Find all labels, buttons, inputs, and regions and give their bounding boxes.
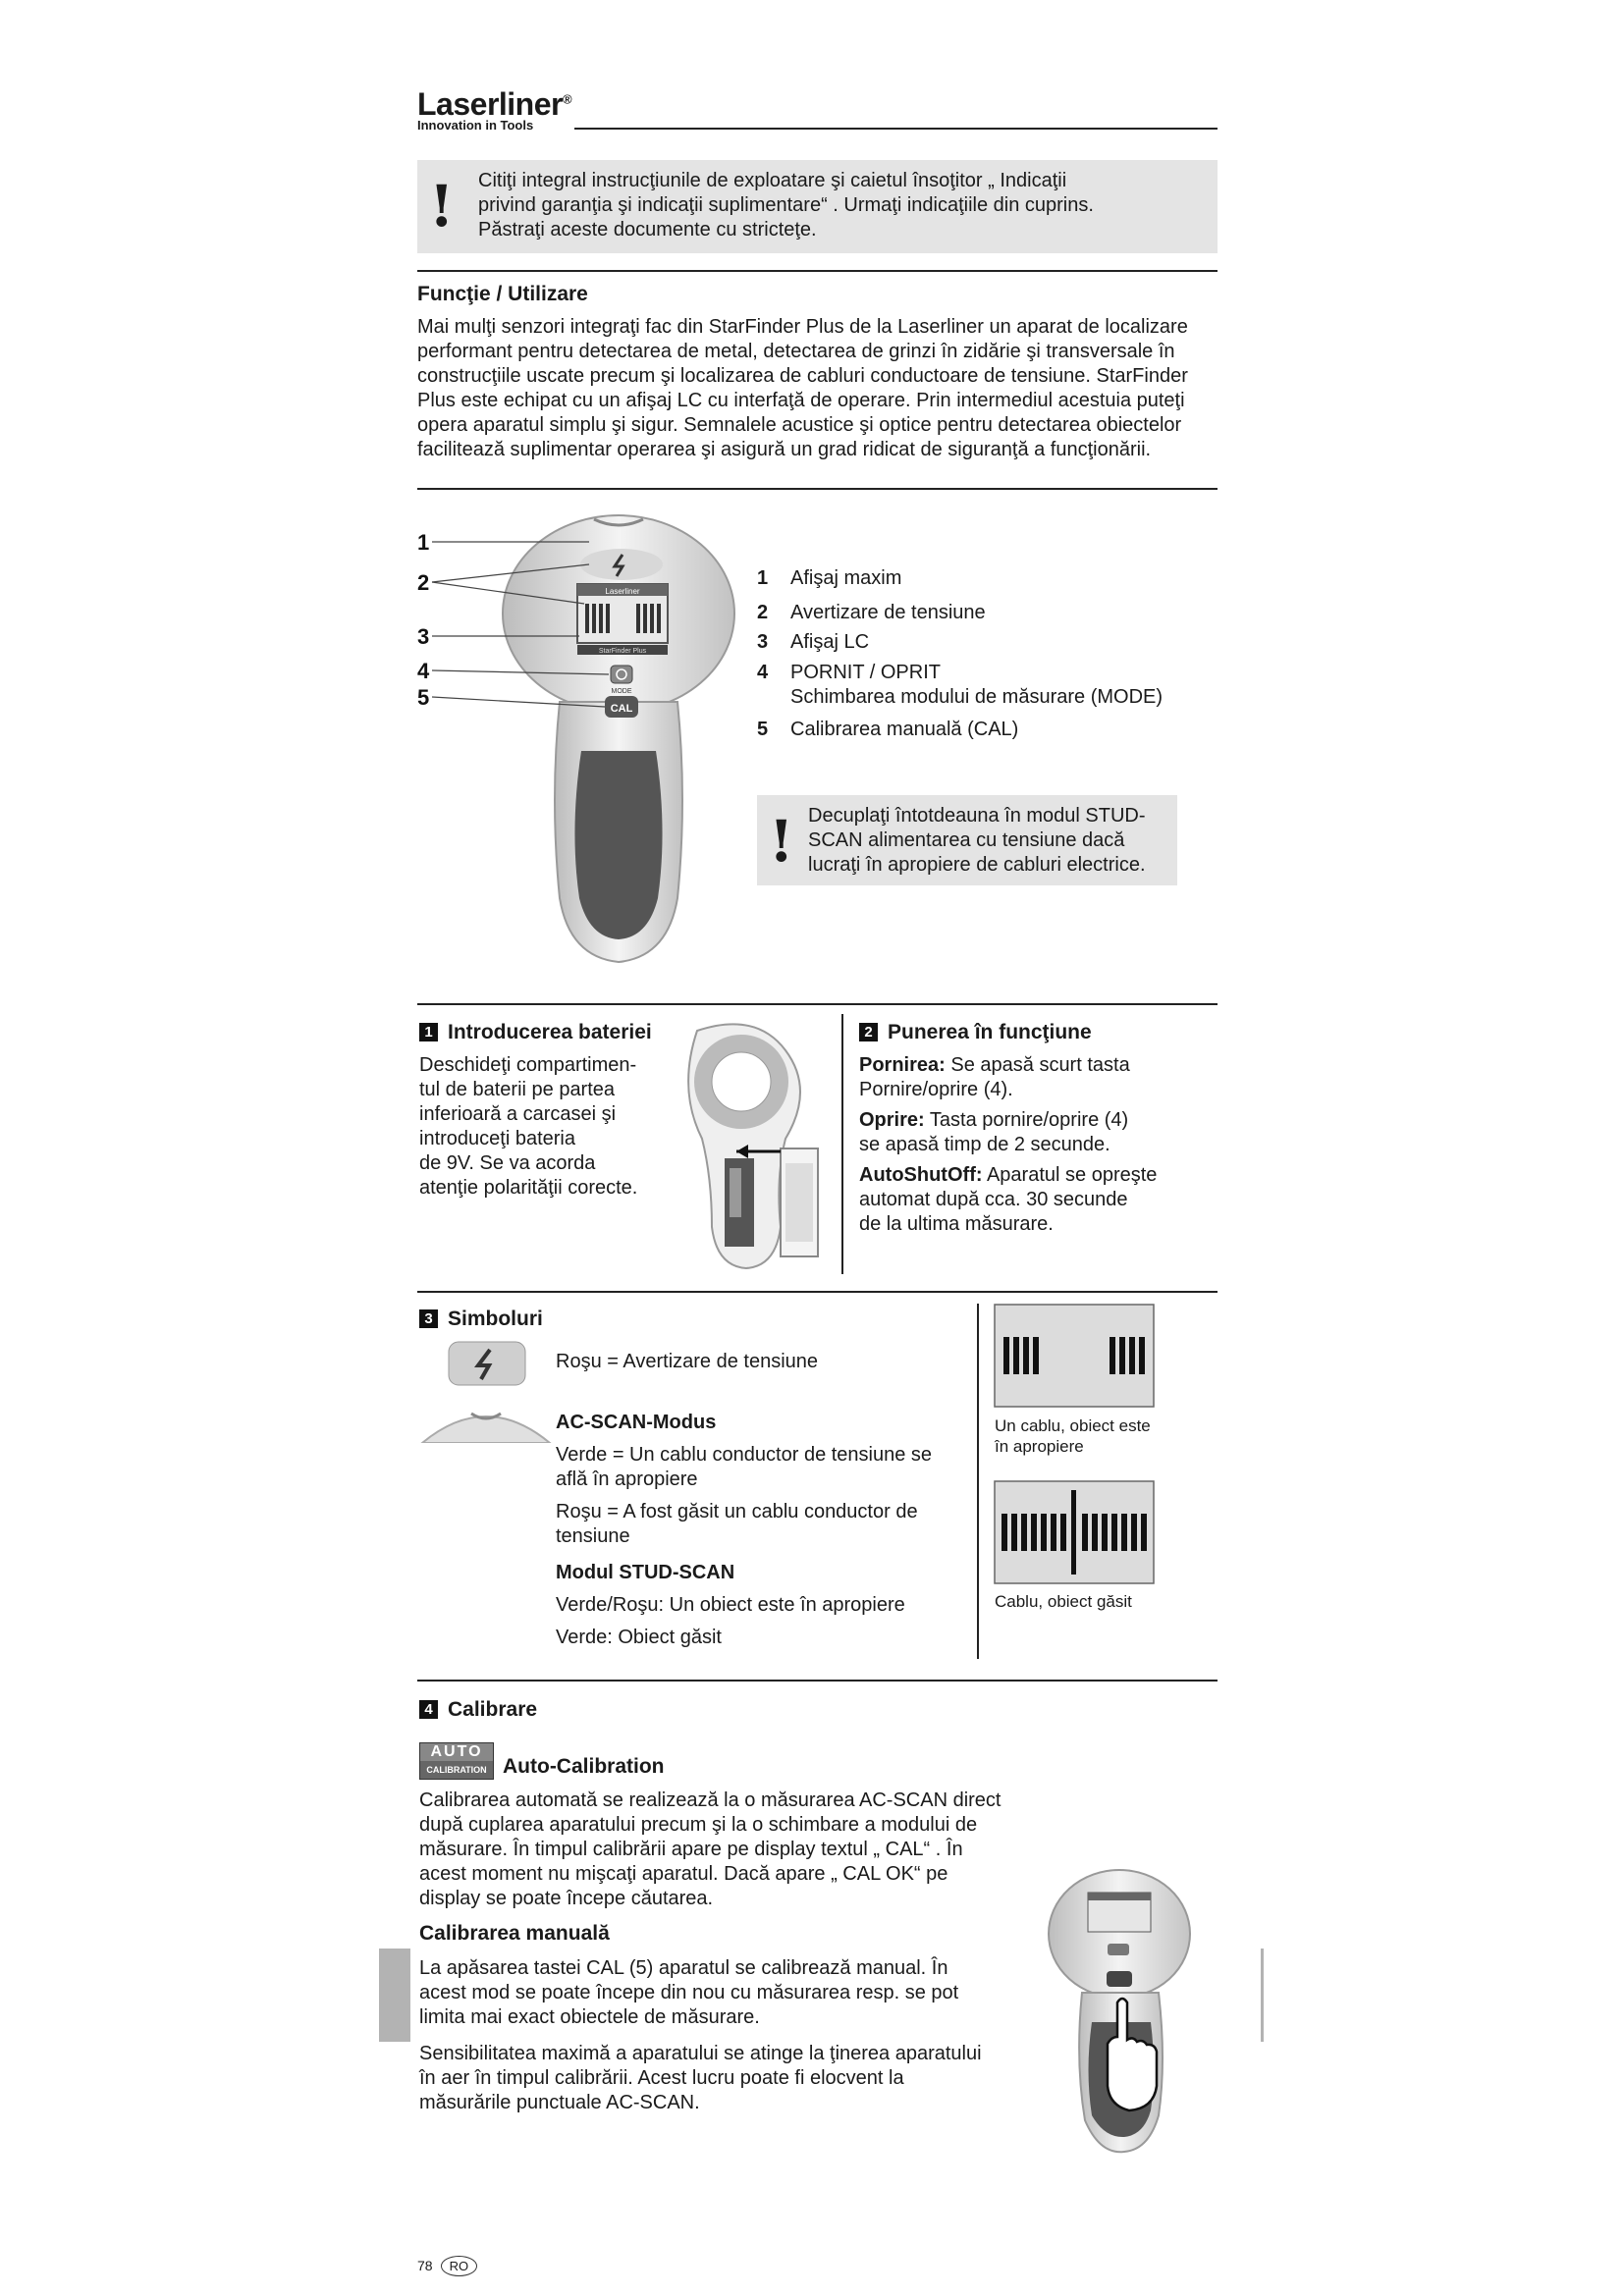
caption-found: Cablu, obiect găsit <box>995 1592 1132 1611</box>
power-button-icon <box>1108 1944 1129 1955</box>
display-found-symbol <box>994 1480 1155 1584</box>
manual-calibration-text: La apăsarea tastei CAL (5) aparatul se calibrează manual. În acest mod se poate începe din nou cu măsurarea resp. se pot limita mai exact obiectele de măsurare. <box>419 1957 959 2028</box>
column-divider <box>841 1014 843 1274</box>
divider <box>417 1003 1218 1005</box>
mid-warning-text: Decuplaţi întotdeauna în modul STUD- SCAN alimentarea cu tensiune dacă lucraţi în apropiere de cabluri electrice. <box>808 805 1146 876</box>
header-rule <box>574 128 1218 130</box>
function-text: Mai mulţi senzori integraţi fac din StarFinder Plus de la Laserliner un aparat de localizare performant pentru detectarea de metal, detectarea de grinzi în zidărie şi transversale în construcţiile uscate precum şi localizarea de cabluri conductoare de tensiune. StarFinder Plus este echipat cu un afişaj LC cu interfaţă de operare. Prin intermediul acestuia puteţi opera aparatul simplu şi sigur. Semnalele acustice şi optice pentru detectarea obiectelor facilitează suplimentar operarea şi asigură un grad ridicat de siguranţă a funcţionării. <box>417 316 1188 460</box>
ac-scan-symbol <box>417 1402 555 1443</box>
voltage-warning-symbol <box>447 1338 527 1389</box>
device-mode-label: MODE <box>611 688 632 695</box>
section-2-heading: 2 Punerea în funcţiune <box>859 1021 1092 1044</box>
manual-calibration-title: Calibrarea manuală <box>419 1922 610 1945</box>
legend-item: 4 PORNIT / OPRIT <box>757 662 941 683</box>
callout-2: 2 <box>417 570 430 595</box>
divider <box>417 270 1218 272</box>
column-divider <box>977 1304 979 1659</box>
device-brand-label: Laserliner <box>605 587 640 596</box>
page-footer <box>417 2256 477 2276</box>
language-badge: RO <box>441 2256 478 2276</box>
legend-item-sub: Schimbarea modului de măsurare (MODE) <box>790 686 1164 708</box>
warning-icon: ! <box>429 173 455 240</box>
auto-calibration-badge: AUTO CALIBRATION <box>419 1742 494 1780</box>
callout-5: 5 <box>417 685 430 710</box>
callout-4: 4 <box>417 659 430 683</box>
section-3-text: AC-SCAN-Modus Verde = Un cablu conductor de tensiune se află în apropiere Roşu = A fost găsit un cablu conductor de tensiune Modul STUD-SCAN Verde/Roşu: Un obiect este în apropiere Verde: Obiect găsit <box>556 1412 933 1648</box>
function-heading: Funcţie / Utilizare <box>417 283 588 305</box>
sensitivity-text: Sensibilitatea maximă a aparatului se atinge la ţinerea aparatului în aer în timpul calibrării. Acest lucru poate fi elocvent la măsurările punctuale AC-SCAN. <box>419 2043 982 2113</box>
divider <box>417 488 1218 490</box>
divider <box>417 1291 1218 1293</box>
callout-3: 3 <box>417 624 430 649</box>
cal-button-icon <box>1107 1971 1132 1987</box>
page-number: 78 <box>417 2258 433 2273</box>
battery-icon <box>730 1168 741 1217</box>
section-4-heading: 4 Calibrare <box>419 1698 537 1722</box>
chapter-tab <box>379 1949 410 2042</box>
mid-warning-box <box>757 795 1177 885</box>
legend-item: 3 Afişaj LC <box>757 631 870 653</box>
calibration-hand-diagram <box>1031 1865 1208 2160</box>
display-near-symbol <box>994 1304 1155 1408</box>
top-warning-box <box>417 160 1218 253</box>
legend-item: 5 Calibrarea manuală (CAL) <box>757 719 1019 740</box>
red-warning-label: Roşu = Avertizare de tensiune <box>556 1351 819 1372</box>
legend-item: 1 Afişaj maxim <box>757 567 902 589</box>
device-cal-label: CAL <box>610 703 633 715</box>
auto-calibration-text: Calibrarea automată se realizează la o măsurarea AC-SCAN direct după cuplarea aparatului precum şi la o schimbare a modului de măsurare. În timpul calibrării apare pe display textul „ CAL“ . În acest moment nu mişcaţi aparatul. Dacă apare „ CAL OK“ pe display se poate începe căutarea. <box>419 1789 1001 1909</box>
device-model-label: StarFinder Plus <box>598 648 647 655</box>
caption-near: Un cablu, obiect este în apropiere <box>995 1416 1151 1456</box>
brand-tagline: Innovation in Tools <box>417 118 534 133</box>
section-3-heading: 3 Simboluri <box>419 1308 543 1331</box>
section-1-heading: 1 Introducerea bateriei <box>419 1021 652 1044</box>
auto-calibration-title: Auto-Calibration <box>503 1755 665 1778</box>
warning-icon: ! <box>769 808 794 875</box>
callout-1: 1 <box>417 530 430 555</box>
legend-item: 2 Avertizare de tensiune <box>757 602 986 623</box>
chapter-tab-edge <box>1261 1949 1264 2042</box>
top-warning-text: Citiţi integral instrucţiunile de exploatare şi caietul însoţitor „ Indicaţii privind garanţia şi indicaţii suplimentare“ . Urmaţi indicaţiile din cuprins. Păstraţi aceste documente cu stricteţe. <box>478 170 1094 240</box>
section-2-text: Pornirea: Se apasă scurt tasta Pornire/oprire (4). Oprire: Tasta pornire/oprire (4) se apasă timp de 2 secunde. AutoShutOff: Aparatul se opreşte automat după cca. 30 secunde de la ultima măsurare. <box>859 1054 1158 1235</box>
device-diagram <box>412 506 746 977</box>
divider <box>417 1680 1218 1682</box>
section-1-text: Deschideţi compartimen- tul de baterii pe partea inferioară a carcasei şi introduceţi bateria de 9V. Se va acorda atenţie polarităţii corecte. <box>419 1054 638 1199</box>
device-legend <box>757 567 1189 741</box>
battery-diagram <box>677 1011 830 1281</box>
brand-logo: Laserliner® <box>417 86 572 122</box>
